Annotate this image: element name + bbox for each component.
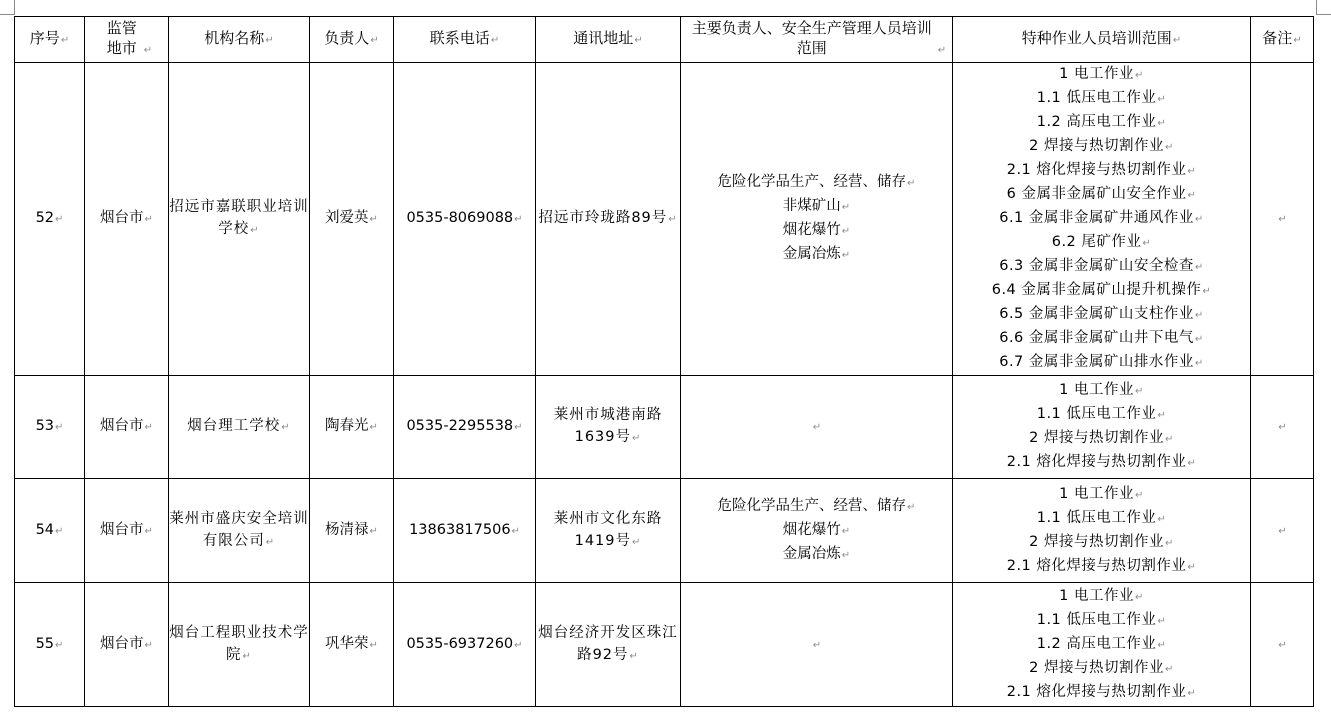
special-scope-item: 1 电工作业↵ <box>1059 382 1144 398</box>
header-cell-note: 备注↵ <box>1251 17 1314 63</box>
cell-index: 55↵ <box>15 583 85 707</box>
cell-special-scope <box>953 479 1251 583</box>
special-scope-item: 6.7 金属非金属矿山排水作业↵ <box>999 354 1204 370</box>
special-scope-item: 6.6 金属非金属矿山井下电气↵ <box>999 330 1204 346</box>
header-cell-phone: 联系电话↵ <box>394 17 536 63</box>
special-scope-item: 2 焊接与热切割作业↵ <box>1029 430 1174 446</box>
cell-special-scope <box>953 583 1251 707</box>
cell-main-scope: ↵ <box>681 583 953 707</box>
cell-person: 巩华荣↵ <box>310 583 394 707</box>
special-scope-item: 6.4 金属非金属矿山提升机操作↵ <box>991 282 1212 298</box>
header-cell-address: 通讯地址↵ <box>536 17 681 63</box>
page-corner-mark-top-right <box>1316 0 1331 15</box>
header-cell-city: 监管地市 ↵ <box>85 17 169 63</box>
cell-address: 莱州市城港南路1639号↵ <box>536 376 681 479</box>
special-scope-item: 2.1 熔化焊接与热切割作业↵ <box>1006 683 1197 700</box>
cell-special-scope <box>953 63 1251 376</box>
page-corner-mark-top-left <box>0 0 15 15</box>
cell-address: 烟台经济开发区珠江路92号↵ <box>536 583 681 707</box>
main-scope-item: 金属冶炼↵ <box>782 246 851 262</box>
cell-org-name: 莱州市盛庆安全培训有限公司↵ <box>169 479 310 583</box>
special-scope-item: 1.2 高压电工作业↵ <box>1036 114 1167 130</box>
cell-main-scope: ↵ <box>681 376 953 479</box>
cell-note: ↵ <box>1251 583 1314 707</box>
cell-org-name: 招远市嘉联职业培训学校↵ <box>169 63 310 376</box>
table-row <box>15 376 1314 479</box>
special-scope-item: 2 焊接与热切割作业↵ <box>1029 533 1174 550</box>
cell-org-name: 烟台工程职业技术学院↵ <box>169 583 310 707</box>
cell-city: 烟台市↵ <box>85 63 169 376</box>
special-scope-item: 6.5 金属非金属矿山支柱作业↵ <box>999 306 1204 322</box>
header-cell-org-name: 机构名称↵ <box>169 17 310 63</box>
main-scope-item: 危险化学品生产、经营、储存↵ <box>717 174 916 190</box>
cell-address: 招远市玲珑路89号↵ <box>536 63 681 376</box>
special-scope-item: 1 电工作业↵ <box>1059 587 1144 604</box>
cell-phone: 0535-8069088↵ <box>394 63 536 376</box>
training-institution-table <box>14 16 1314 707</box>
special-scope-item: 6.2 尾矿作业↵ <box>1051 234 1152 250</box>
cell-phone: 0535-6937260↵ <box>394 583 536 707</box>
special-scope-item: 1 电工作业↵ <box>1059 66 1144 82</box>
cell-main-scope <box>681 63 953 376</box>
special-scope-item: 2 焊接与热切割作业↵ <box>1029 659 1174 676</box>
cell-person: 陶春光↵ <box>310 376 394 479</box>
table-row <box>15 479 1314 583</box>
main-scope-item: 金属冶炼↵ <box>782 545 851 562</box>
cell-phone: 0535-2295538↵ <box>394 376 536 479</box>
cell-note: ↵ <box>1251 63 1314 376</box>
cell-special-scope <box>953 376 1251 479</box>
special-scope-item: 1 电工作业↵ <box>1059 485 1144 502</box>
cell-index: 52↵ <box>15 63 85 376</box>
cell-org-name: 烟台理工学校↵ <box>169 376 310 479</box>
table-header-row <box>15 17 1314 63</box>
cell-note: ↵ <box>1251 479 1314 583</box>
header-cell-special-scope: 特种作业人员培训范围↵ <box>953 17 1251 63</box>
special-scope-item: 1.1 低压电工作业↵ <box>1036 509 1167 526</box>
cell-city: 烟台市↵ <box>85 583 169 707</box>
table-row <box>15 63 1314 376</box>
header-cell-index: 序号↵ <box>15 17 85 63</box>
cell-person: 刘爱英↵ <box>310 63 394 376</box>
header-cell-main-scope: 主要负责人、安全生产管理人员培训范围 ↵ <box>681 17 953 63</box>
cell-index: 53↵ <box>15 376 85 479</box>
special-scope-item: 1.1 低压电工作业↵ <box>1036 90 1167 106</box>
cell-address: 莱州市文化东路1419号↵ <box>536 479 681 583</box>
main-scope-item: 烟花爆竹↵ <box>782 521 851 538</box>
special-scope-item: 2.1 熔化焊接与热切割作业↵ <box>1006 162 1197 178</box>
main-scope-item: 烟花爆竹↵ <box>782 222 851 238</box>
special-scope-item: 2 焊接与热切割作业↵ <box>1029 138 1174 154</box>
special-scope-item: 2.1 熔化焊接与热切割作业↵ <box>1006 557 1197 574</box>
main-scope-item: 危险化学品生产、经营、储存↵ <box>717 497 916 514</box>
cell-main-scope <box>681 479 953 583</box>
cell-note: ↵ <box>1251 376 1314 479</box>
special-scope-item: 1.1 低压电工作业↵ <box>1036 406 1167 422</box>
header-cell-person: 负责人↵ <box>310 17 394 63</box>
special-scope-item: 6.1 金属非金属矿井通风作业↵ <box>999 210 1204 226</box>
cell-phone: 13863817506↵ <box>394 479 536 583</box>
cell-index: 54↵ <box>15 479 85 583</box>
main-scope-item: 非煤矿山↵ <box>782 198 851 214</box>
cell-person: 杨清禄↵ <box>310 479 394 583</box>
cell-city: 烟台市↵ <box>85 479 169 583</box>
special-scope-item: 1.2 高压电工作业↵ <box>1036 635 1167 652</box>
special-scope-item: 2.1 熔化焊接与热切割作业↵ <box>1006 454 1197 470</box>
special-scope-item: 6 金属非金属矿山安全作业↵ <box>1006 186 1197 202</box>
cell-city: 烟台市↵ <box>85 376 169 479</box>
special-scope-item: 1.1 低压电工作业↵ <box>1036 611 1167 628</box>
special-scope-item: 6.3 金属非金属矿山安全检查↵ <box>999 258 1204 274</box>
table-row <box>15 583 1314 707</box>
